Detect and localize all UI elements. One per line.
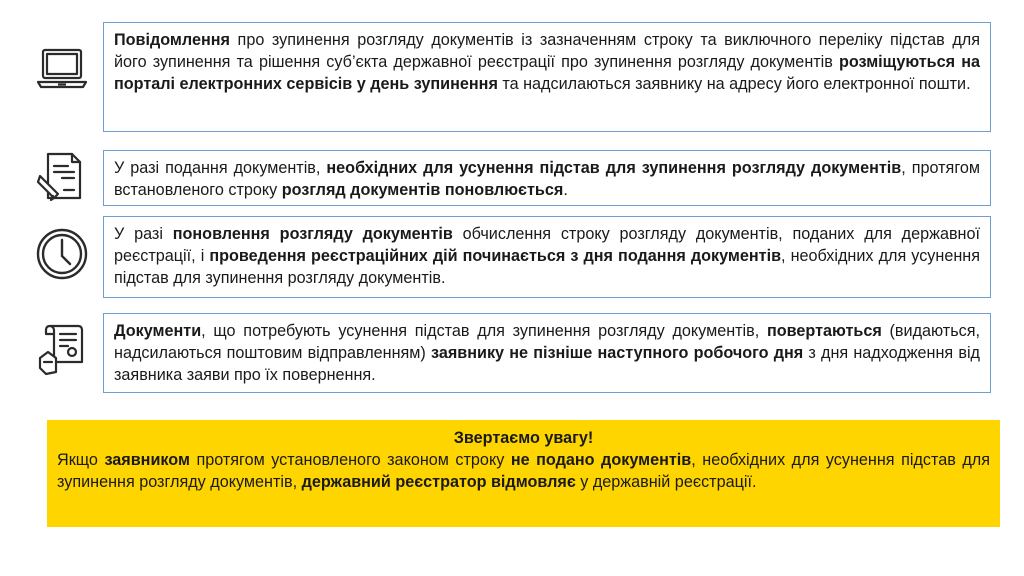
- body-text: , протягом встановленого строку: [114, 159, 980, 199]
- body-text: з дня надходження від заявника заяви про їх повернення.: [114, 344, 981, 384]
- certificate-hand-icon: [34, 322, 90, 378]
- body-text: у державній реєстрації.: [575, 473, 757, 491]
- emphasis-text: заявнику не пізніше наступного робочого дня: [431, 344, 804, 362]
- emphasis-text: Документи: [114, 322, 202, 340]
- body-text: та надсилаються заявнику на адресу його електронної пошти.: [497, 75, 971, 93]
- section-text: [114, 225, 980, 287]
- body-text: Якщо: [57, 451, 105, 469]
- body-text: У разі: [114, 225, 173, 243]
- body-text: протягом установленого законом строку: [189, 451, 511, 469]
- body-text: про зупинення розгляду документів із зазначенням строку та виключного переліку підстав для його зупинення та рішення суб’єкта державної реєстрації про зупинення розгляду документів: [114, 31, 980, 71]
- section-text-box: [103, 216, 991, 298]
- section-text: [114, 159, 980, 199]
- body-text: .: [563, 181, 568, 199]
- notice-text: [57, 449, 990, 493]
- body-text: , необхідних для усунення підстав для зупинення розгляду документів.: [114, 247, 980, 287]
- emphasis-text: заявником: [104, 451, 190, 469]
- emphasis-text: повертаються: [767, 322, 882, 340]
- emphasis-text: необхідних для усунення підстав для зупинення розгляду документів: [326, 159, 902, 177]
- document-pen-icon: [34, 148, 90, 204]
- emphasis-text: не подано документів: [510, 451, 692, 469]
- emphasis-text: Повідомлення: [114, 31, 230, 49]
- section-text: [114, 322, 980, 384]
- laptop-icon: [34, 40, 90, 96]
- emphasis-text: розміщуються на порталі електронних сервісів у день зупинення: [114, 53, 980, 93]
- emphasis-text: розгляд документів поновлюється: [281, 181, 564, 199]
- body-text: , необхідних для усунення підстав для зупинення розгляду документів,: [57, 451, 990, 491]
- emphasis-text: проведення реєстраційних дій починається з дня подання документів: [209, 247, 782, 265]
- emphasis-text: поновлення розгляду документів: [172, 225, 453, 243]
- clock-icon: [34, 226, 90, 282]
- section-text-box: [103, 22, 991, 132]
- attention-notice: [47, 420, 1000, 527]
- body-text: (видаються, надсилаються поштовим відправленням): [114, 322, 981, 362]
- body-text: , що потребують усунення підстав для зупинення розгляду документів,: [201, 322, 768, 340]
- emphasis-text: державний реєстратор відмовляє: [301, 473, 576, 491]
- notice-title: Звертаємо увагу!: [453, 429, 594, 447]
- section-text-box: [103, 313, 991, 393]
- section-text-box: [103, 150, 991, 206]
- body-text: обчислення строку розгляду документів, поданих для державної реєстрації, і: [114, 225, 980, 265]
- section-text: [114, 31, 980, 93]
- body-text: У разі подання документів,: [114, 159, 327, 177]
